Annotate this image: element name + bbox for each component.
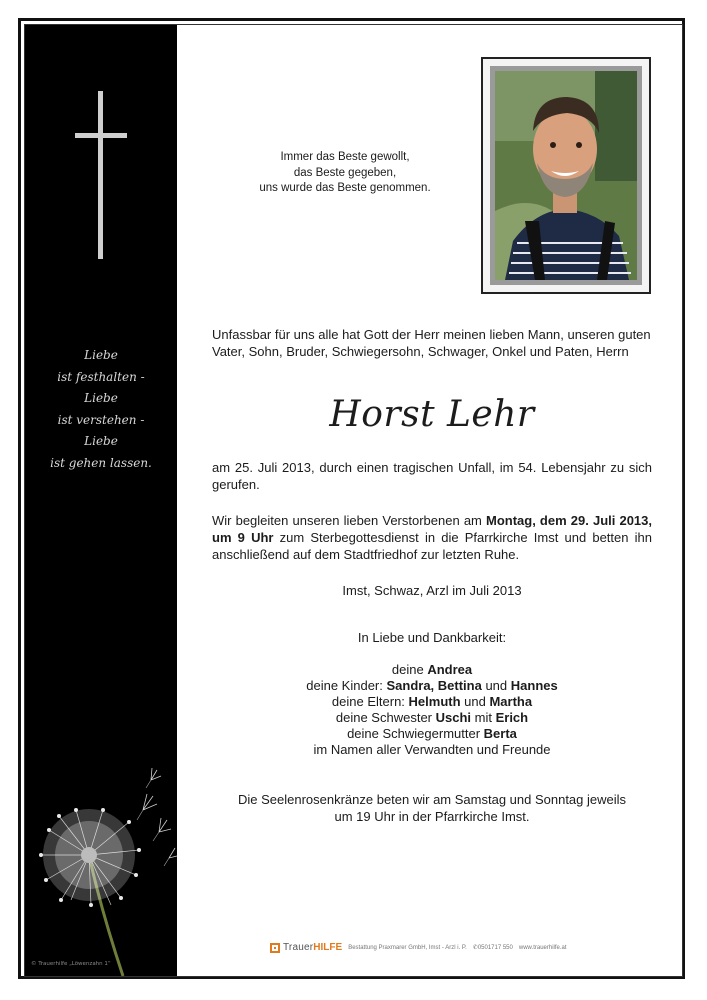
service-text bbox=[212, 512, 652, 563]
rosary-line: um 19 Uhr in der Pfarrkirche Imst. bbox=[334, 809, 530, 824]
mourner-line: deine Eltern: Helmuth und Martha bbox=[331, 694, 533, 709]
mourner-name: Helmuth bbox=[408, 694, 461, 709]
mourner-line: deine Kinder: Sandra, Bettina und Hannes bbox=[306, 678, 558, 693]
dandelion-image bbox=[31, 750, 177, 976]
left-band bbox=[25, 25, 177, 976]
thanks-line: In Liebe und Dankbarkeit: bbox=[357, 630, 507, 645]
mourner-name: Hannes bbox=[510, 678, 558, 693]
logo-text-trauer: Trauer bbox=[283, 942, 314, 953]
place-date: Imst, Schwaz, Arzl im Juli 2013 bbox=[342, 583, 522, 598]
mourner-name: Berta bbox=[483, 726, 517, 741]
rosary-line: Die Seelenrosenkränze beten wir am Samstag und Sonntag jeweils bbox=[237, 792, 627, 807]
mourner-line: deine Schwiegermutter Berta bbox=[347, 726, 517, 741]
side-poem-line: Liebe bbox=[84, 391, 118, 405]
motto-line: das Beste gegeben, bbox=[293, 166, 397, 179]
portrait-mat bbox=[490, 66, 642, 285]
mourner-name: Martha bbox=[489, 694, 533, 709]
mourners-list bbox=[212, 662, 652, 758]
mourner-line: im Namen aller Verwandten und Freunde bbox=[313, 742, 551, 757]
side-poem-line: Liebe bbox=[84, 434, 118, 448]
motto-line: uns wurde das Beste genommen. bbox=[259, 182, 431, 194]
phone-icon: ✆ bbox=[472, 945, 478, 951]
mourner-name: Andrea bbox=[427, 662, 473, 677]
footer-phone: 0501717 550 bbox=[477, 944, 513, 951]
service-text-end: zum Sterbegottesdienst in die Pfarrkirche Imst und betten ihn anschließend auf dem Stadtfriedhof zur letzten Ruhe. bbox=[212, 530, 652, 562]
passing-text: am 25. Juli 2013, durch einen tragischen Unfall, im 54. Lebensjahr zu sich gerufen. bbox=[212, 460, 652, 492]
mourner-name: Uschi bbox=[435, 710, 472, 725]
intro-text: Unfassbar für uns alle hat Gott der Herr meinen lieben Mann, unseren guten Vater, Sohn, Bruder, Schwiegersohn, Schwager, Onkel und Paten, Herrn bbox=[212, 327, 651, 359]
motto-line: Immer das Beste gewollt, bbox=[280, 151, 410, 163]
service-date: Montag, dem 29. Juli 2013, bbox=[486, 513, 652, 528]
cross-icon bbox=[75, 91, 127, 259]
copyright: © Trauerhilfe „Löwenzahn 1“ bbox=[31, 961, 111, 967]
side-poem bbox=[25, 345, 177, 474]
service-time: um 9 Uhr bbox=[212, 530, 274, 545]
footer bbox=[270, 942, 650, 953]
service-text-start: Wir begleiten unseren lieben Verstorbenen am bbox=[212, 513, 486, 528]
side-poem-line: ist festhalten - bbox=[57, 369, 145, 384]
trauerhilfe-logo-icon bbox=[270, 943, 280, 953]
mourner-line: deine Andrea bbox=[391, 662, 473, 677]
portrait-frame bbox=[481, 57, 651, 294]
side-poem-line: ist gehen lassen. bbox=[50, 455, 152, 470]
side-poem-line: ist verstehen - bbox=[57, 412, 145, 427]
side-poem-line: Liebe bbox=[84, 348, 118, 362]
mourner-name: Erich bbox=[495, 710, 529, 725]
deceased-name: Horst Lehr bbox=[329, 394, 535, 435]
motto bbox=[230, 150, 460, 197]
rosary-notice bbox=[212, 791, 652, 825]
footer-website: www.trauerhilfe.at bbox=[518, 944, 567, 951]
portrait-photo bbox=[495, 71, 637, 280]
mourner-line: deine Schwester Uschi mit Erich bbox=[335, 710, 529, 725]
mourner-name: Sandra, Bettina bbox=[386, 678, 482, 693]
logo-text-hilfe: HILFE bbox=[313, 942, 343, 953]
footer-company: Bestattung Praxmarer GmbH, Imst - Arzl i. P. bbox=[348, 944, 467, 951]
